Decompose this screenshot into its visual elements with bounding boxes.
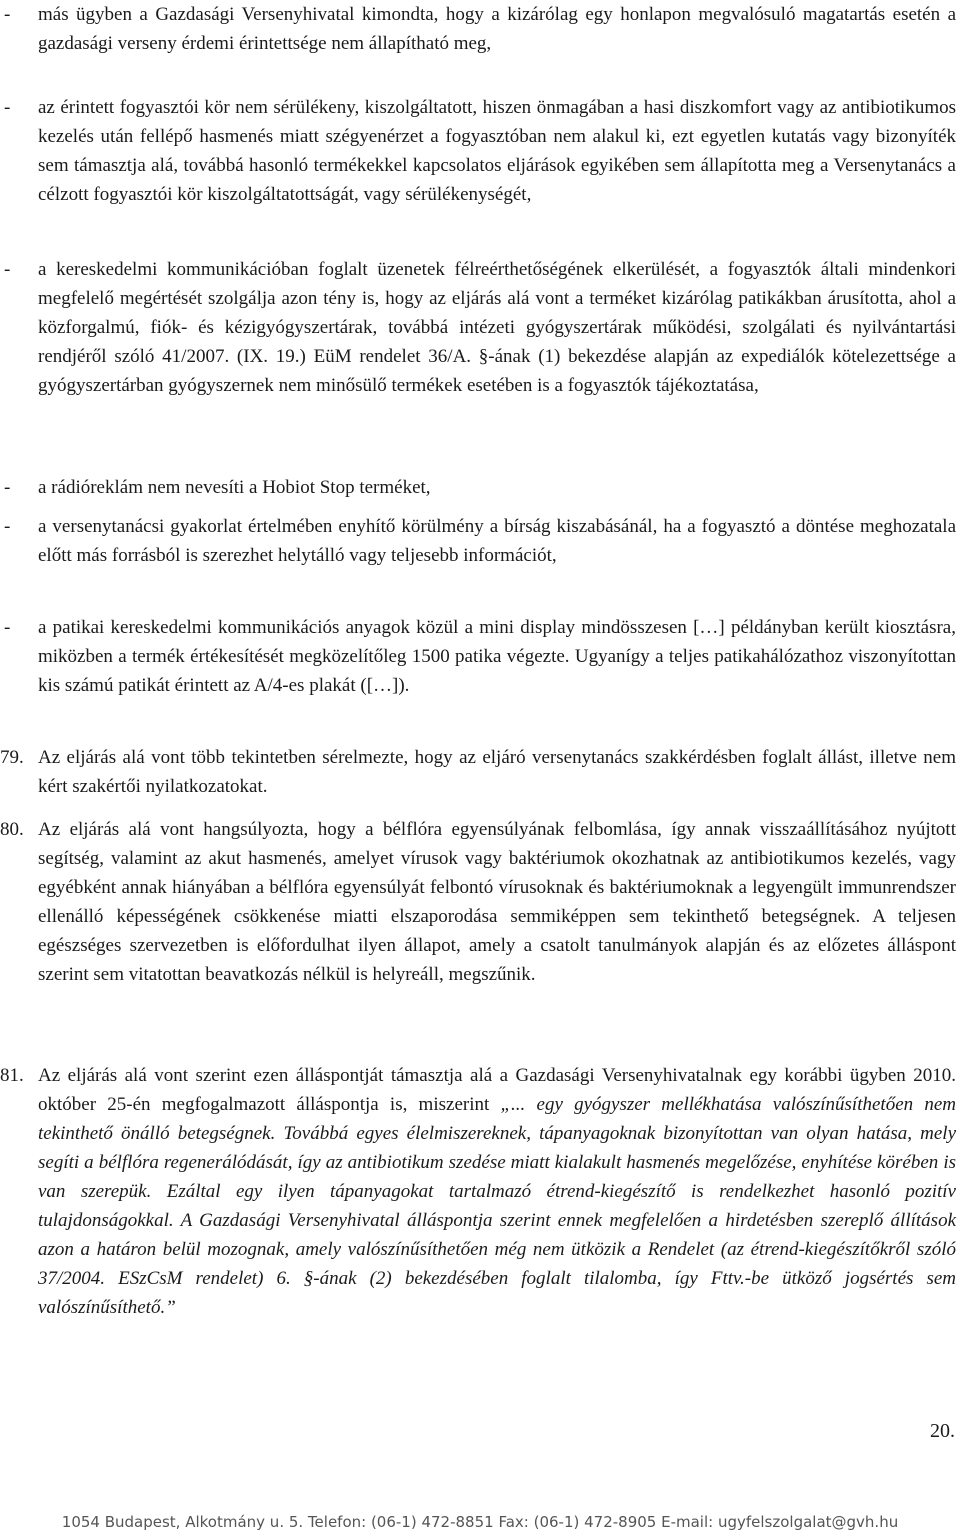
page-number: 20.	[930, 1420, 955, 1442]
bullet-dash: -	[4, 617, 11, 638]
bullet-dash: -	[4, 259, 11, 280]
bullet-text: a versenytanácsi gyakorlat értelmében enyhítő körülmény a bírság kiszabásánál, ha a fogyasztó a döntése meghozatala előtt más forrásból is szerezhet helytálló vagy teljesebb információt,	[38, 516, 956, 566]
paragraph-80	[0, 815, 956, 989]
paragraph-number: 79.	[0, 747, 24, 768]
paragraph-79	[0, 743, 956, 801]
bullet-dash: -	[4, 4, 11, 25]
paragraph-81	[0, 1061, 957, 1322]
bullet-item	[4, 613, 956, 700]
bullet-text: más ügyben a Gazdasági Versenyhivatal kimondta, hogy a kizárólag egy honlapon megvalósuló magatartás esetén a gazdasági verseny érdemi érintettsége nem állapítható meg,	[38, 4, 956, 54]
paragraph-text: Az eljárás alá vont hangsúlyozta, hogy a bélflóra egyensúlyának felbomlása, így annak visszaállításához nyújtott segítség, valamint az akut hasmenés, amelyet vírusok vagy baktériumok okozhatnak az antibiotikumos kezelés, vagy egyébként annak hiányában a bélflóra egyensúlyát felbontó vírusoknak és baktériumoknak a legyengült immunrendszer ellenálló képességének csökkenése miatti elszaporodása semmiképpen sem tekinthető betegségnek. A teljesen egészséges szervezetben is előfordulhat ilyen állapot, amely a csatolt tanulmányok alapján és az előzetes álláspont szerint sem vitatottan beavatkozás nélkül is helyreáll, megszűnik.	[38, 819, 956, 985]
bullet-item	[4, 0, 956, 58]
bullet-text: a patikai kereskedelmi kommunikációs anyagok közül a mini display mindösszesen […] példányban került kiosztásra, miközben a termék értékesítését megközelítőleg 1500 patika végezte. Ugyanígy a teljes patikahálózathoz viszonyítottan kis számú patikát érintett az A/4-es plakát ([…]).	[38, 617, 956, 696]
bullet-text: a rádióreklám nem nevesíti a Hobiot Stop terméket,	[38, 477, 431, 498]
paragraph-number: 81.	[0, 1065, 24, 1086]
footer-contact: 1054 Budapest, Alkotmány u. 5. Telefon: (06-1) 472-8851 Fax: (06-1) 472-8905 E-mail: ugyfelszolgalat@gvh.hu	[61, 1513, 899, 1531]
paragraph-number: 80.	[0, 819, 24, 840]
bullet-dash: -	[4, 477, 11, 498]
bullet-item	[4, 512, 956, 570]
bullet-item	[4, 255, 956, 400]
paragraph-text: Az eljárás alá vont szerint ezen álláspontját támasztja alá a Gazdasági Versenyhivatalnak egy korábbi ügyben 2010. október 25-én megfogalmazott álláspontja is, miszerint	[38, 1065, 956, 1115]
bullet-item	[4, 93, 956, 209]
bullet-item	[4, 473, 956, 502]
bullet-text: az érintett fogyasztói kör nem sérülékeny, kiszolgáltatott, hiszen önmagában a hasi diszkomfort vagy az antibiotikumos kezelés után fellépő hasmenés miatt szégyenérzet a fogyasztóban nem alakul ki, ezt egyetlen kutatás vagy bizonyíték sem támasztja alá, továbbá hasonló termékekkel kapcsolatos eljárások egyikében sem állapította meg a Versenytanács a célzott fogyasztói kör kiszolgáltatottságát, vagy sérülékenységét,	[38, 97, 956, 205]
quoted-statement: „... egy gyógyszer mellékhatása valószínűsíthetően nem tekinthető önálló betegségnek. Továbbá egyes élelmiszereknek, tápanyagoknak bizonyítottan van olyan hatása, mely segíti a bélflóra regenerálódását, így az antibiotikum szedése miatt kialakult hasmenés megelőzése, enyhítése körében is van szerepük. Ezáltal egy ilyen tápanyagokat tartalmazó étrend-kiegészítő is rendelkezhet hasonló pozitív tulajdonságokkal. A Gazdasági Versenyhivatal álláspontja szerint ennek megfelelően a hirdetésben szereplő állítások azon a határon belül mozognak, amely valószínűsíthetően még nem ütközik a Rendelet (az étrend-kiegészítőkről szóló 37/2004. ESzCsM rendelet) 6. §-ának (2) bekezdésében foglalt tilalomba, így Fttv.-be ütköző jogsértés sem valószínűsíthető.”	[38, 1094, 957, 1318]
bullet-text: a kereskedelmi kommunikációban foglalt üzenetek félreérthetőségének elkerülését, a fogyasztók általi mindenkori megfelelő megértését szolgálja azon tény is, hogy az eljárás alá vont a terméket kizárólag patikákban árusította, ahol a közforgalmú, fiók- és kézigyógyszertárak, továbbá intézeti gyógyszertárak működési, szolgálati és nyilvántartási rendjéről szóló 41/2007. (IX. 19.) EüM rendelet 36/A. §-ának (1) bekezdése alapján az expediálók kötelezettsége a gyógyszertárban gyógyszernek nem minősülő termékek esetében is a fogyasztók tájékoztatása,	[38, 259, 956, 396]
bullet-dash: -	[4, 97, 11, 118]
paragraph-text: Az eljárás alá vont több tekintetben sérelmezte, hogy az eljáró versenytanács szakkérdésben foglalt állást, illetve nem kért szakértői nyilatkozatokat.	[38, 747, 956, 797]
bullet-dash: -	[4, 516, 11, 537]
